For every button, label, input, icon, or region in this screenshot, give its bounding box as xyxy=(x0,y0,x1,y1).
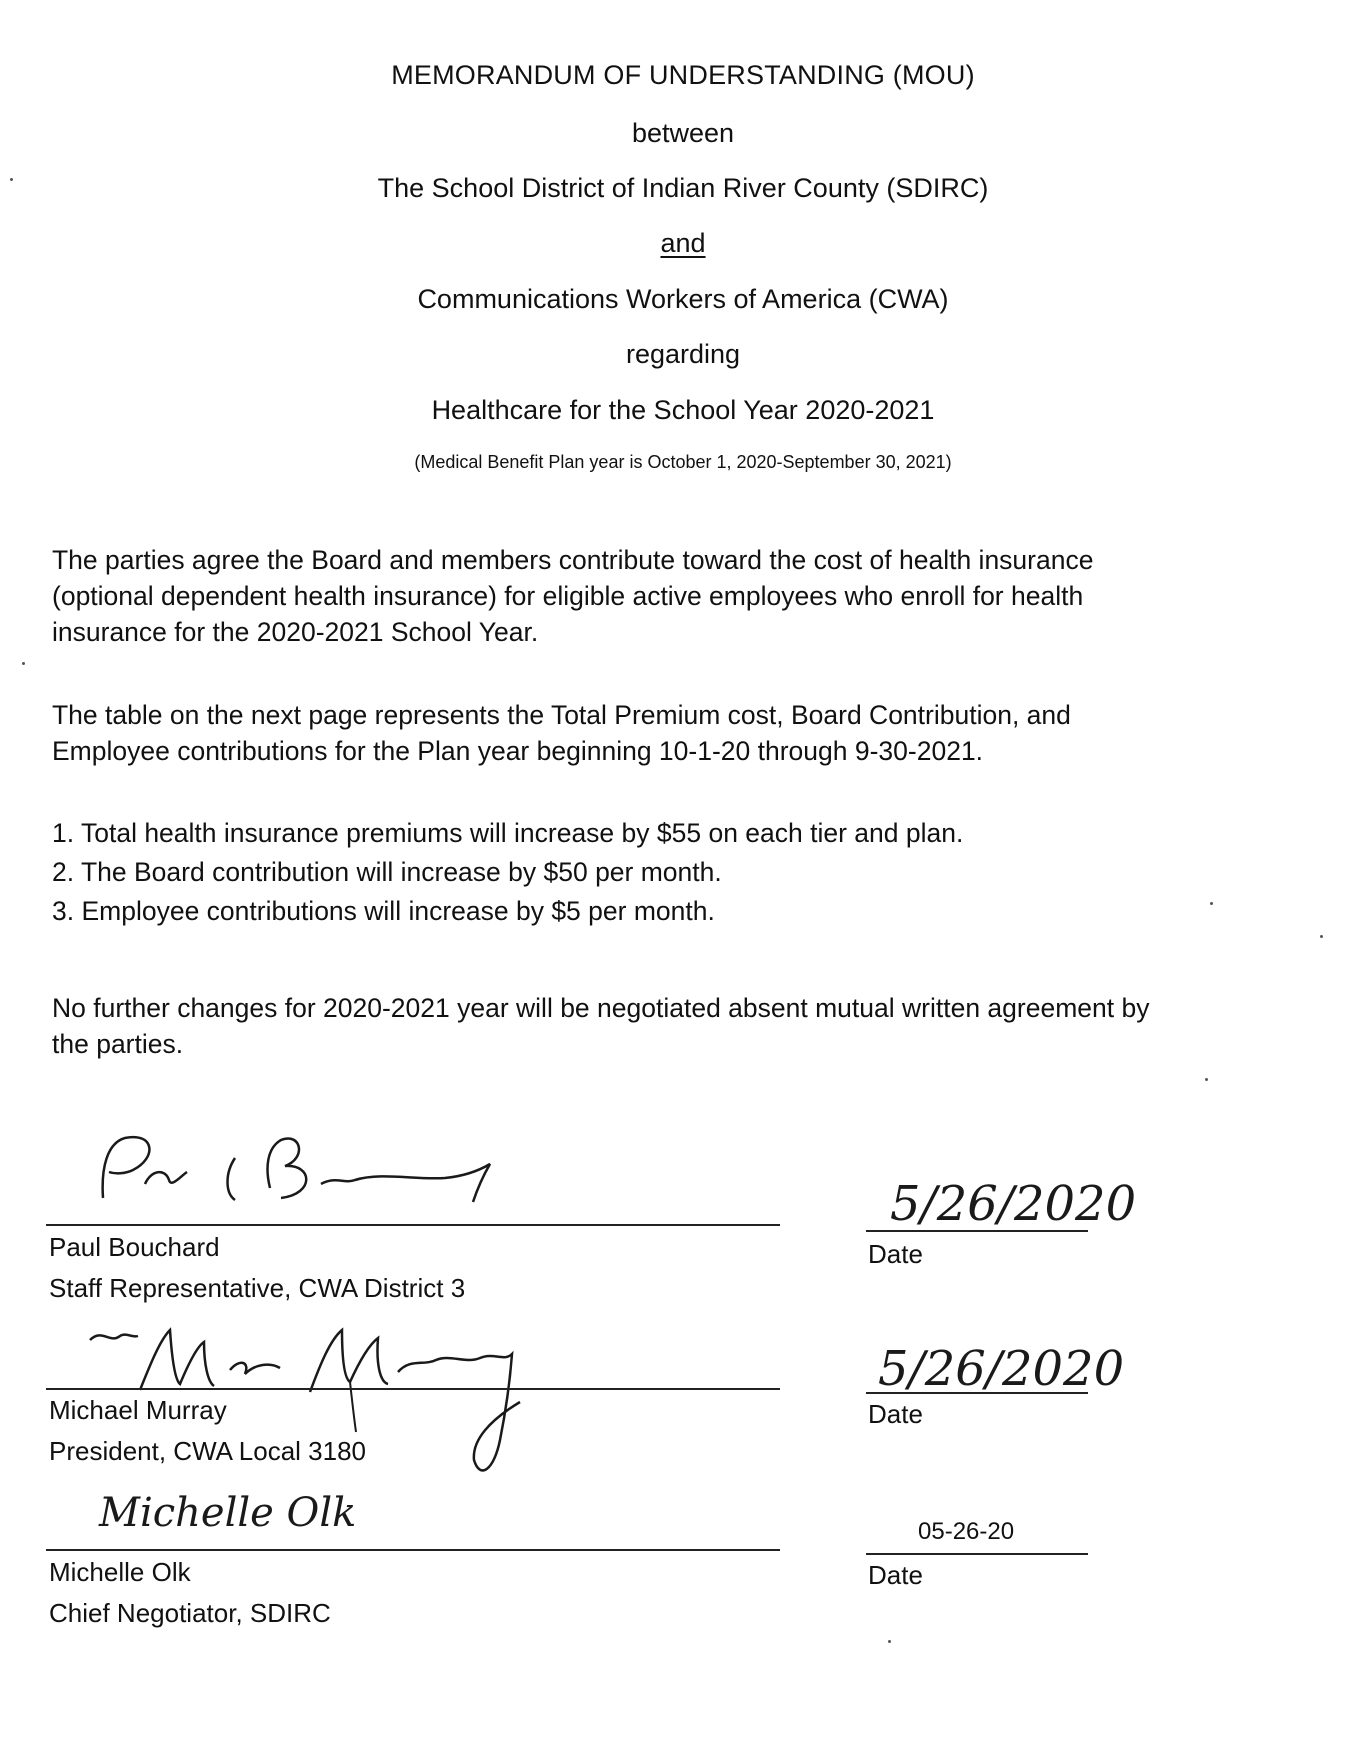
scan-speck xyxy=(1320,935,1323,938)
paragraph-line: Employee contributions for the Plan year beginning 10-1-20 through 9-30-2021. xyxy=(52,736,984,766)
signature-text: Michelle Olk xyxy=(99,1490,357,1536)
signer-title: President, CWA Local 3180 xyxy=(49,1436,366,1466)
paragraph-line: (optional dependent health insurance) for eligible active employees who enroll for health xyxy=(52,581,1084,611)
subject-line xyxy=(0,395,1366,426)
signature-line xyxy=(46,1549,780,1551)
signature-line xyxy=(46,1224,780,1226)
date-label: Date xyxy=(868,1239,923,1269)
party-two xyxy=(0,284,1366,315)
between-line xyxy=(0,118,1366,149)
regarding-text: regarding xyxy=(625,339,741,369)
signer-name: Michael Murray xyxy=(49,1395,227,1425)
scan-speck xyxy=(22,662,25,665)
paragraph-line: the parties. xyxy=(52,1029,184,1059)
paragraph-agreement xyxy=(52,542,1093,650)
list-item-employee-contribution: 3. Employee contributions will increase by $5 per month. xyxy=(52,896,715,926)
list-item-board-contribution: 2. The Board contribution will increase by $50 per month. xyxy=(52,857,722,887)
signer-name: Michelle Olk xyxy=(49,1557,191,1587)
paragraph-line: The parties agree the Board and members contribute toward the cost of health insurance xyxy=(52,545,1094,575)
signer-title: Chief Negotiator, SDIRC xyxy=(49,1598,331,1628)
scan-speck xyxy=(1210,902,1213,905)
paragraph-line: insurance for the 2020-2021 School Year. xyxy=(52,617,539,647)
date-value: 5/26/2020 xyxy=(878,1341,1125,1397)
paragraph-line: The table on the next page represents the Total Premium cost, Board Contribution, and xyxy=(52,700,1071,730)
date-line xyxy=(866,1392,1088,1394)
plan-year-note xyxy=(0,452,1366,473)
regarding-line xyxy=(0,339,1366,370)
paragraph-table-reference xyxy=(52,697,1071,769)
scan-speck xyxy=(1205,1078,1208,1081)
party-two-text: Communications Workers of America (CWA) xyxy=(417,284,949,314)
date-value: 05-26-20 xyxy=(918,1518,1015,1545)
date-label: Date xyxy=(868,1560,923,1590)
date-line xyxy=(866,1553,1088,1555)
between-text: between xyxy=(631,118,735,148)
signature-line xyxy=(46,1388,780,1390)
party-one-text: The School District of Indian River County (SDIRC) xyxy=(377,173,989,203)
signer-title: Staff Representative, CWA District 3 xyxy=(49,1273,466,1303)
date-line xyxy=(866,1230,1088,1232)
date-handwritten xyxy=(880,1168,1180,1238)
scan-speck xyxy=(10,178,13,181)
list-item-premium-increase: 1. Total health insurance premiums will increase by $55 on each tier and plan. xyxy=(52,818,964,848)
document-title xyxy=(0,60,1366,91)
date-label: Date xyxy=(868,1399,923,1429)
and-text: and xyxy=(660,228,706,258)
plan-year-note-text: (Medical Benefit Plan year is October 1, 2020-September 30, 2021) xyxy=(414,452,952,472)
signature-paul-bouchard xyxy=(85,1118,545,1228)
signature-michelle-olk xyxy=(95,1480,415,1550)
subject-text: Healthcare for the School Year 2020-2021 xyxy=(431,395,935,425)
title-text: MEMORANDUM OF UNDERSTANDING (MOU) xyxy=(391,60,975,90)
signer-name: Paul Bouchard xyxy=(49,1232,220,1262)
paragraph-line: No further changes for 2020-2021 year will be negotiated absent mutual written agreement by xyxy=(52,993,1150,1023)
paragraph-no-further-changes xyxy=(52,990,1149,1062)
date-value: 5/26/2020 xyxy=(890,1176,1137,1232)
scan-speck xyxy=(888,1640,891,1643)
party-one xyxy=(0,173,1366,204)
and-line xyxy=(0,228,1366,259)
